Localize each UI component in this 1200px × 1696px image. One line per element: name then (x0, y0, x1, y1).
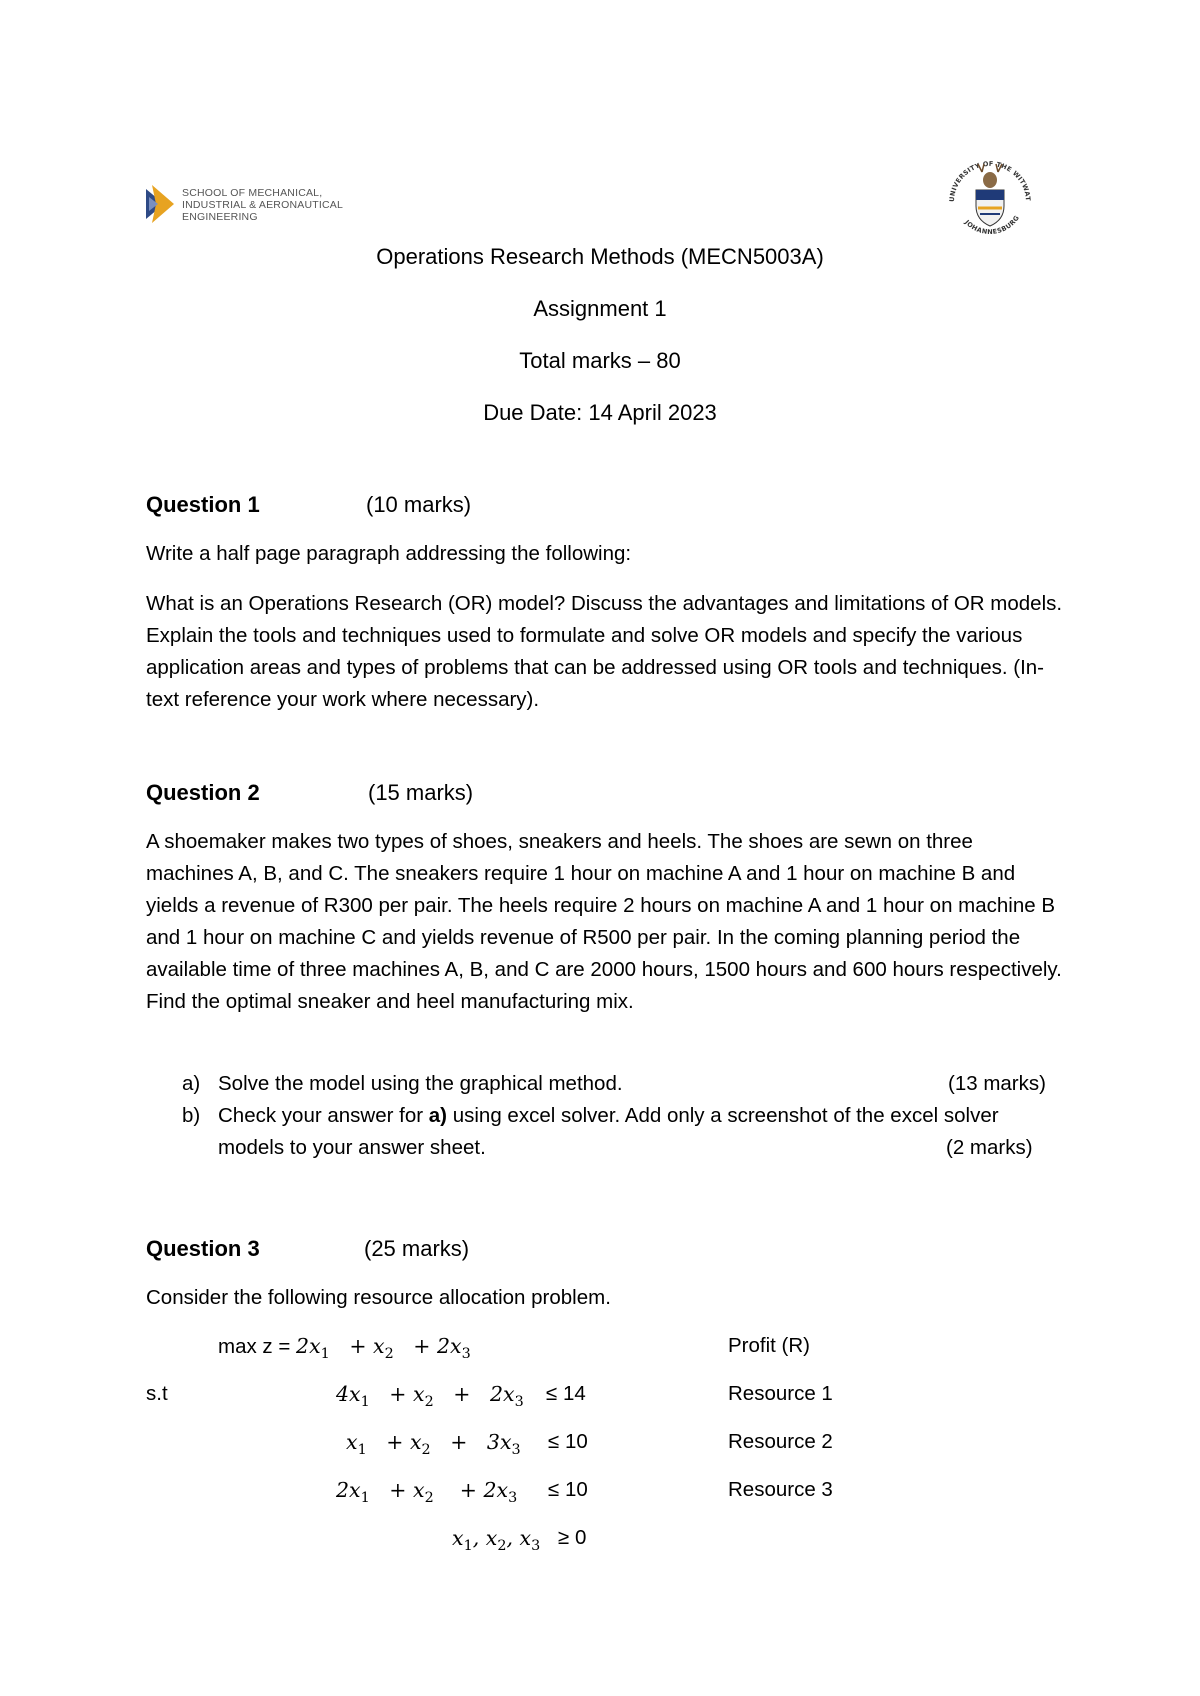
question-1-marks: (10 marks) (366, 492, 472, 517)
question-2-marks: (15 marks) (368, 780, 474, 805)
question-2b-marks: (2 marks) (946, 1136, 1033, 1159)
school-logo-line: SCHOOL OF MECHANICAL, (182, 187, 323, 199)
question-2-title: Question 2 (146, 780, 260, 805)
constraint-1-lhs: $4x_1 + x_2 + 2x_3$ (336, 1382, 524, 1411)
course-title: Operations Research Methods (MECN5003A) (376, 244, 824, 269)
objective-prefix: max z = (218, 1335, 297, 1358)
question-2b-text (218, 1104, 999, 1128)
objective-function (218, 1334, 471, 1362)
question-2b-label: b) (182, 1104, 201, 1127)
university-seal (942, 150, 1038, 246)
question-1-body: What is an Operations Research (OR) model? Discuss the advantages and limitations of OR models. Explain the tools and techniques used to formulate and solve OR models and specify the various application areas and types of problems that can be addressed using OR tools and techniques. (In-text reference your work where necessary). (146, 592, 1063, 711)
school-logo-text (182, 187, 343, 223)
question-3-marks: (25 marks) (364, 1236, 470, 1261)
svg-text:UNIVERSITY OF THE WITWATERSRAN: UNIVERSITY OF THE WITWAT (947, 159, 1033, 203)
question-2-heading (146, 780, 474, 806)
question-2b-text-part: using excel solver. Add only a screenshot of the excel solver (447, 1104, 999, 1127)
question-2a-marks: (13 marks) (948, 1072, 1046, 1095)
svg-text:JOHANNESBURG: JOHANNESBURG (963, 213, 1022, 237)
question-3-heading (146, 1236, 470, 1262)
constraint-3-label: Resource 3 (728, 1478, 833, 1501)
constraint-3-lhs: $2x_1 + x_2$ + $2x_3$ (336, 1478, 518, 1507)
university-seal-icon (942, 150, 1038, 246)
question-1-title: Question 1 (146, 492, 260, 517)
constraint-2-lhs: $x_1 + x_2 + 3x_3$ (346, 1430, 521, 1459)
school-logo-line: ENGINEERING (182, 211, 258, 223)
question-2a-label: a) (182, 1072, 201, 1095)
question-3-title: Question 3 (146, 1236, 260, 1261)
question-2b-ref: a) (428, 1104, 448, 1127)
school-logo-line: INDUSTRIAL & AERONAUTICAL (182, 199, 343, 211)
question-2a-text: Solve the model using the graphical method. (218, 1072, 623, 1095)
question-2b-text-part: Check your answer for (218, 1104, 429, 1127)
due-date: Due Date: 14 April 2023 (483, 400, 717, 425)
objective-label: Profit (R) (728, 1334, 810, 1357)
assignment-title: Assignment 1 (533, 296, 667, 321)
constraint-1-rhs: ≤ 14 (546, 1382, 586, 1405)
question-1-intro: Write a half page paragraph addressing the following: (146, 542, 632, 565)
constraint-2-rhs: ≤ 10 (548, 1430, 588, 1453)
question-3-intro: Consider the following resource allocation problem. (146, 1286, 611, 1309)
school-logo-mark-icon (146, 185, 176, 223)
constraint-1-label: Resource 1 (728, 1382, 833, 1405)
school-logo (146, 185, 356, 225)
objective-expression: $2x_1 + x_2 + 2x_3$ (296, 1334, 471, 1363)
subject-to-label: s.t (146, 1382, 168, 1405)
constraint-3-rhs: ≤ 10 (548, 1478, 588, 1501)
nonnegativity-lhs: $x_1$, $x_2$, $x_3$ (452, 1526, 541, 1555)
question-1-heading (146, 492, 472, 518)
constraint-2-label: Resource 2 (728, 1430, 833, 1453)
total-marks: Total marks – 80 (519, 348, 681, 373)
question-2b-text-cont: models to your answer sheet. (218, 1136, 486, 1159)
question-2-body: A shoemaker makes two types of shoes, sneakers and heels. The shoes are sewn on three machines A, B, and C. The sneakers require 1 hour on machine A and 1 hour on machine B and yields a revenue of R300 per pair. The heels require 2 hours on machine A and 1 hour on machine B and 1 hour on machine C and yields revenue of R500 per pair. In the coming planning period the available time of three machines A, B, and C are 2000 hours, 1500 hours and 600 hours respectively. Find the optimal sneaker and heel manufacturing mix. (146, 830, 1062, 1013)
nonnegativity-rhs: ≥ 0 (558, 1526, 587, 1549)
